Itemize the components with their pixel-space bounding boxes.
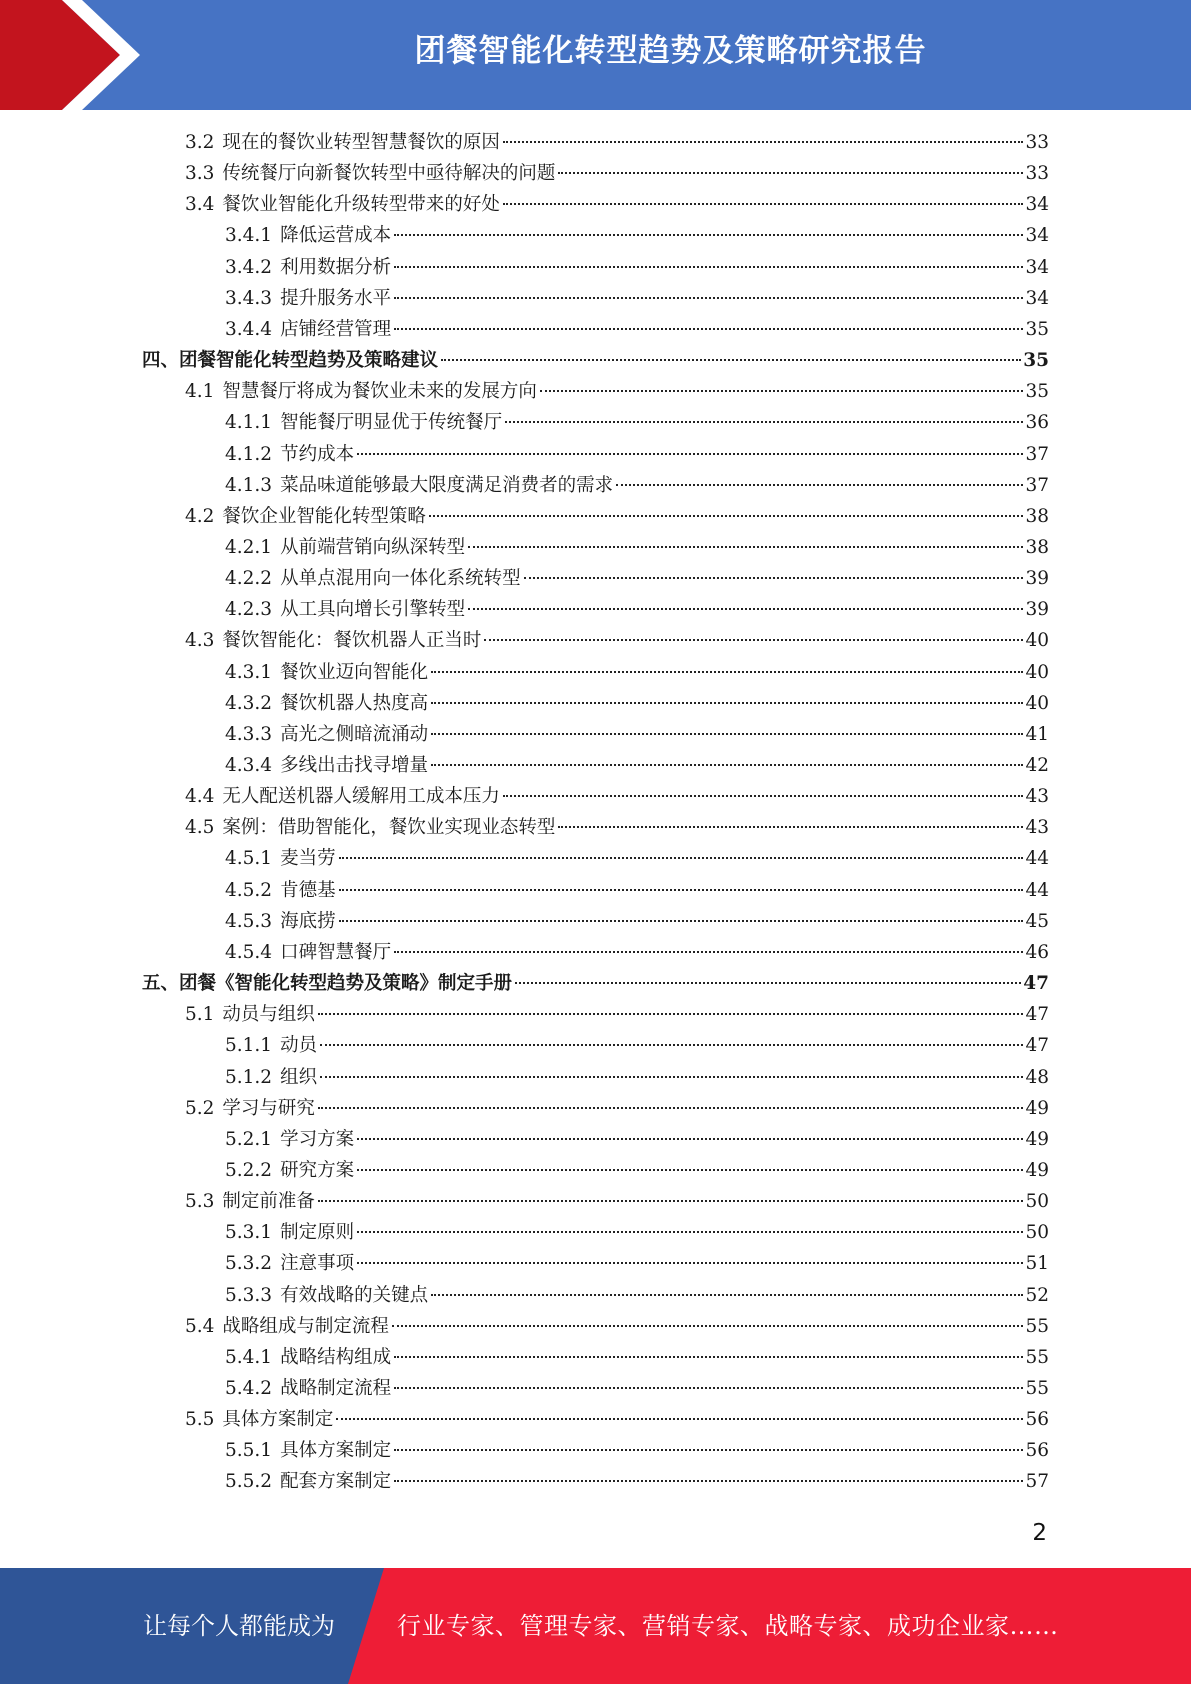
toc-entry-title: 组织 bbox=[280, 1066, 318, 1088]
toc-entry[interactable] bbox=[225, 532, 1049, 563]
toc-dot-leader bbox=[357, 1231, 1023, 1233]
toc-entry-title: 配套方案制定 bbox=[280, 1471, 392, 1493]
toc-entry-title: 智能餐厅明显优于传统餐厅 bbox=[280, 412, 503, 434]
footer-slogan: 让每个人都能成为 bbox=[143, 1612, 335, 1640]
toc-page-number: 50 bbox=[1025, 1191, 1049, 1213]
toc-entry[interactable] bbox=[225, 1062, 1049, 1093]
toc-entry-number: 5.5 bbox=[185, 1409, 215, 1431]
toc-entry[interactable] bbox=[185, 1186, 1049, 1217]
toc-dot-leader bbox=[441, 359, 1021, 361]
toc-page-number: 34 bbox=[1025, 194, 1049, 216]
toc-page-number: 35 bbox=[1025, 318, 1049, 340]
toc-entry-number: 4.3 bbox=[185, 630, 215, 652]
toc-dot-leader bbox=[357, 1169, 1023, 1171]
toc-entry-title: 战略结构组成 bbox=[280, 1346, 392, 1368]
toc-entry-title: 研究方案 bbox=[280, 1159, 355, 1181]
toc-entry-title: 五、团餐《智能化转型趋势及策略》制定手册 bbox=[142, 973, 513, 995]
toc-chapter-entry[interactable] bbox=[142, 345, 1049, 376]
toc-page-number: 35 bbox=[1025, 381, 1049, 403]
toc-entry-title: 从前端营销向纵深转型 bbox=[280, 536, 466, 558]
toc-entry[interactable] bbox=[225, 594, 1049, 625]
toc-entry-title: 无人配送机器人缓解用工成本压力 bbox=[222, 786, 500, 808]
toc-entry-number: 5.1.2 bbox=[225, 1066, 273, 1088]
toc-entry-title: 餐饮智能化：餐饮机器人正当时 bbox=[222, 630, 482, 652]
toc-entry[interactable] bbox=[225, 1466, 1049, 1497]
toc-entry-title: 学习方案 bbox=[280, 1128, 355, 1150]
toc-entry[interactable] bbox=[225, 439, 1049, 470]
toc-page-number: 34 bbox=[1025, 225, 1049, 247]
toc-entry-number: 4.2 bbox=[185, 505, 215, 527]
toc-dot-leader bbox=[503, 795, 1024, 797]
toc-entry-title: 动员 bbox=[280, 1035, 318, 1057]
toc-entry-number: 5.5.1 bbox=[225, 1440, 273, 1462]
document-title: 团餐智能化转型趋势及策略研究报告 bbox=[414, 33, 927, 69]
toc-entry[interactable] bbox=[225, 1124, 1049, 1155]
toc-dot-leader bbox=[357, 1262, 1023, 1264]
toc-entry-number: 5.1 bbox=[185, 1004, 215, 1026]
toc-dot-leader bbox=[540, 390, 1024, 392]
toc-entry-title: 具体方案制定 bbox=[280, 1440, 392, 1462]
toc-entry-title: 有效战略的关键点 bbox=[280, 1284, 429, 1306]
toc-entry[interactable] bbox=[185, 158, 1049, 189]
toc-entry[interactable] bbox=[185, 781, 1049, 812]
toc-page-number: 44 bbox=[1025, 848, 1049, 870]
toc-dot-leader bbox=[431, 733, 1023, 735]
toc-entry-title: 案例：借助智能化，餐饮业实现业态转型 bbox=[222, 817, 556, 839]
toc-page-number: 43 bbox=[1025, 817, 1049, 839]
toc-entry-title: 餐饮业智能化升级转型带来的好处 bbox=[222, 194, 500, 216]
toc-entry-number: 3.2 bbox=[185, 132, 215, 153]
toc-entry[interactable] bbox=[225, 1342, 1049, 1373]
toc-dot-leader bbox=[484, 639, 1023, 641]
toc-dot-leader bbox=[394, 328, 1023, 330]
toc-entry-title: 店铺经营管理 bbox=[280, 318, 392, 340]
toc-entry[interactable] bbox=[225, 1030, 1049, 1061]
toc-dot-leader bbox=[339, 920, 1024, 922]
toc-entry-number: 3.3 bbox=[185, 163, 215, 185]
toc-entry-title: 从工具向增长引擎转型 bbox=[280, 599, 466, 621]
toc-dot-leader bbox=[431, 702, 1023, 704]
toc-entry[interactable] bbox=[225, 220, 1049, 251]
toc-entry-number: 4.3.1 bbox=[225, 661, 273, 683]
toc-page-number: 34 bbox=[1025, 287, 1049, 309]
toc-page-number: 45 bbox=[1025, 910, 1049, 932]
toc-page-number: 38 bbox=[1025, 505, 1049, 527]
toc-entry-title: 节约成本 bbox=[280, 443, 355, 465]
toc-dot-leader bbox=[468, 546, 1023, 548]
toc-entry-number: 4.3.4 bbox=[225, 755, 273, 776]
toc-entry[interactable] bbox=[225, 1280, 1049, 1311]
toc-entry-number: 3.4.4 bbox=[225, 318, 273, 340]
toc-dot-leader bbox=[339, 857, 1024, 859]
toc-entry-title: 动员与组织 bbox=[222, 1004, 315, 1026]
toc-entry-number: 4.1.2 bbox=[225, 443, 273, 465]
toc-dot-leader bbox=[394, 234, 1023, 236]
toc-entry-number: 5.4.2 bbox=[225, 1378, 273, 1399]
toc-page-number: 49 bbox=[1025, 1097, 1049, 1119]
toc-entry[interactable] bbox=[225, 1155, 1049, 1186]
toc-page-number: 40 bbox=[1025, 661, 1049, 683]
toc-entry[interactable] bbox=[185, 812, 1049, 843]
toc-entry[interactable] bbox=[225, 657, 1049, 688]
toc-entry[interactable] bbox=[225, 875, 1049, 906]
toc-chapter-entry[interactable] bbox=[142, 968, 1049, 999]
toc-entry[interactable] bbox=[185, 376, 1049, 407]
toc-page-number: 38 bbox=[1025, 536, 1049, 558]
toc-entry[interactable] bbox=[225, 563, 1049, 594]
toc-entry-number: 4.1.1 bbox=[225, 412, 273, 434]
toc-entry-title: 菜品味道能够最大限度满足消费者的需求 bbox=[280, 474, 614, 496]
toc-entry-title: 麦当劳 bbox=[280, 848, 336, 870]
toc-dot-leader bbox=[503, 203, 1024, 205]
page-footer bbox=[0, 1568, 1191, 1684]
toc-page-number: 55 bbox=[1025, 1346, 1049, 1368]
toc-entry-title: 四、团餐智能化转型趋势及策略建议 bbox=[142, 350, 439, 372]
toc-entry[interactable] bbox=[225, 1248, 1049, 1279]
toc-entry-number: 5.3.2 bbox=[225, 1253, 273, 1275]
toc-entry[interactable] bbox=[185, 1404, 1049, 1435]
toc-page-number: 39 bbox=[1025, 599, 1049, 621]
toc-entry-number: 5.4 bbox=[185, 1315, 215, 1337]
toc-entry-title: 餐饮机器人热度高 bbox=[280, 692, 429, 714]
toc-entry[interactable] bbox=[225, 283, 1049, 314]
toc-page-number: 33 bbox=[1025, 163, 1049, 185]
toc-entry-number: 5.1.1 bbox=[225, 1035, 273, 1057]
toc-entry-number: 5.3 bbox=[185, 1191, 215, 1213]
toc-entry-number: 4.5.1 bbox=[225, 848, 273, 870]
toc-page-number: 39 bbox=[1025, 568, 1049, 590]
toc-entry-number: 4.5.4 bbox=[225, 941, 273, 963]
toc-dot-leader bbox=[394, 1449, 1023, 1451]
toc-dot-leader bbox=[468, 608, 1023, 610]
toc-dot-leader bbox=[431, 764, 1023, 766]
toc-page-number: 46 bbox=[1025, 941, 1049, 963]
toc-page-number: 57 bbox=[1025, 1471, 1049, 1493]
toc-entry-title: 具体方案制定 bbox=[222, 1409, 334, 1431]
toc-entry[interactable] bbox=[185, 1311, 1049, 1342]
toc-page-number: 33 bbox=[1025, 132, 1049, 153]
toc-entry-number: 5.4.1 bbox=[225, 1346, 273, 1368]
toc-page-number: 37 bbox=[1025, 474, 1049, 496]
footer-roles: 行业专家、管理专家、营销专家、战略专家、成功企业家…… bbox=[397, 1612, 1059, 1640]
toc-entry-title: 降低运营成本 bbox=[280, 225, 392, 247]
toc-page-number: 56 bbox=[1025, 1440, 1049, 1462]
toc-dot-leader bbox=[515, 982, 1021, 984]
toc-entry-number: 4.2.1 bbox=[225, 536, 273, 558]
toc-entry-title: 制定前准备 bbox=[222, 1191, 315, 1213]
toc-entry-number: 4.1.3 bbox=[225, 474, 273, 496]
toc-dot-leader bbox=[320, 1076, 1023, 1078]
toc-page-number: 56 bbox=[1025, 1409, 1049, 1431]
toc-dot-leader bbox=[392, 1325, 1024, 1327]
toc-entry-title: 提升服务水平 bbox=[280, 287, 392, 309]
toc-entry-number: 4.3.2 bbox=[225, 692, 273, 714]
toc-entry-title: 多线出击找寻增量 bbox=[280, 755, 429, 776]
toc-entry[interactable] bbox=[225, 314, 1049, 345]
toc-dot-leader bbox=[394, 1387, 1023, 1389]
toc-dot-leader bbox=[339, 889, 1024, 891]
toc-entry-title: 现在的餐饮业转型智慧餐饮的原因 bbox=[222, 132, 500, 153]
toc-entry-number: 5.3.3 bbox=[225, 1284, 273, 1306]
toc-entry-title: 战略组成与制定流程 bbox=[222, 1315, 389, 1337]
toc-dot-leader bbox=[394, 1480, 1023, 1482]
toc-dot-leader bbox=[431, 1294, 1023, 1296]
toc-dot-leader bbox=[394, 1356, 1023, 1358]
toc-page-number: 42 bbox=[1025, 755, 1049, 776]
toc-entry-number: 3.4.3 bbox=[225, 287, 273, 309]
toc-page-number: 49 bbox=[1025, 1159, 1049, 1181]
toc-entry[interactable] bbox=[225, 906, 1049, 937]
toc-entry-number: 5.5.2 bbox=[225, 1471, 273, 1493]
toc-entry[interactable] bbox=[185, 501, 1049, 532]
toc-dot-leader bbox=[318, 1107, 1024, 1109]
toc-page-number: 47 bbox=[1025, 1035, 1049, 1057]
toc-entry-title: 制定原则 bbox=[280, 1222, 355, 1244]
toc-entry-title: 利用数据分析 bbox=[280, 256, 392, 278]
toc-dot-leader bbox=[524, 577, 1024, 579]
toc-dot-leader bbox=[394, 297, 1023, 299]
toc-entry-number: 3.4 bbox=[185, 194, 215, 216]
toc-dot-leader bbox=[558, 826, 1023, 828]
toc-entry-title: 口碑智慧餐厅 bbox=[280, 941, 392, 963]
toc-dot-leader bbox=[318, 1013, 1024, 1015]
toc-entry-title: 传统餐厅向新餐饮转型中亟待解决的问题 bbox=[222, 163, 556, 185]
toc-entry-number: 4.5.2 bbox=[225, 879, 273, 901]
toc-dot-leader bbox=[505, 421, 1023, 423]
toc-page-number: 48 bbox=[1025, 1066, 1049, 1088]
toc-entry-title: 高光之侧暗流涌动 bbox=[280, 723, 429, 745]
toc-entry-number: 4.5 bbox=[185, 817, 215, 839]
toc-page-number: 47 bbox=[1025, 1004, 1049, 1026]
toc-page-number: 41 bbox=[1025, 723, 1049, 745]
toc-dot-leader bbox=[503, 141, 1024, 143]
toc-entry-title: 餐饮企业智能化转型策略 bbox=[222, 505, 426, 527]
toc-page-number: 51 bbox=[1025, 1253, 1049, 1275]
toc-entry-number: 4.1 bbox=[185, 381, 215, 403]
toc-page-number: 40 bbox=[1025, 630, 1049, 652]
toc-entry[interactable] bbox=[225, 1435, 1049, 1466]
toc-entry[interactable] bbox=[185, 1093, 1049, 1124]
toc-entry-number: 3.4.2 bbox=[225, 256, 273, 278]
toc-entry[interactable] bbox=[225, 470, 1049, 501]
toc-entry-title: 学习与研究 bbox=[222, 1097, 315, 1119]
toc-dot-leader bbox=[431, 671, 1023, 673]
page-header bbox=[0, 0, 1191, 110]
toc-entry-number: 4.3.3 bbox=[225, 723, 273, 745]
toc-dot-leader bbox=[394, 266, 1023, 268]
toc-dot-leader bbox=[336, 1418, 1023, 1420]
toc-page-number: 37 bbox=[1025, 443, 1049, 465]
toc-page-number: 50 bbox=[1025, 1222, 1049, 1244]
toc-entry-number: 3.4.1 bbox=[225, 225, 273, 247]
toc-entry-title: 从单点混用向一体化系统转型 bbox=[280, 568, 521, 590]
toc-entry-title: 注意事项 bbox=[280, 1253, 355, 1275]
toc-dot-leader bbox=[318, 1200, 1024, 1202]
toc-entry-title: 海底捞 bbox=[280, 910, 336, 932]
toc-entry[interactable] bbox=[225, 750, 1049, 781]
page-number: 2 bbox=[1032, 1520, 1047, 1546]
toc-page-number: 55 bbox=[1025, 1315, 1049, 1337]
toc-entry[interactable] bbox=[185, 625, 1049, 656]
toc-entry-number: 4.4 bbox=[185, 786, 215, 808]
toc-page-number: 35 bbox=[1023, 350, 1049, 372]
toc-dot-leader bbox=[357, 1138, 1023, 1140]
toc-entry[interactable] bbox=[185, 189, 1049, 220]
toc-entry-title: 战略制定流程 bbox=[280, 1378, 392, 1399]
toc-page-number: 36 bbox=[1025, 412, 1049, 434]
toc-entry[interactable] bbox=[185, 999, 1049, 1030]
toc-dot-leader bbox=[558, 172, 1023, 174]
toc-entry-title: 餐饮业迈向智能化 bbox=[280, 661, 429, 683]
toc-entry[interactable] bbox=[225, 407, 1049, 438]
toc-page-number: 47 bbox=[1023, 973, 1049, 995]
toc-entry-title: 智慧餐厅将成为餐饮业未来的发展方向 bbox=[222, 381, 537, 403]
toc-dot-leader bbox=[357, 453, 1023, 455]
toc-page-number: 44 bbox=[1025, 879, 1049, 901]
toc-page-number: 52 bbox=[1025, 1284, 1049, 1306]
toc-entry[interactable] bbox=[225, 688, 1049, 719]
toc-entry[interactable] bbox=[225, 1217, 1049, 1248]
header-chevron-graphic bbox=[0, 0, 160, 110]
toc-page-number: 43 bbox=[1025, 786, 1049, 808]
toc-dot-leader bbox=[394, 951, 1023, 953]
toc-page-number: 34 bbox=[1025, 256, 1049, 278]
toc-entry[interactable] bbox=[185, 127, 1049, 158]
toc-entry[interactable] bbox=[225, 843, 1049, 874]
toc-page-number: 40 bbox=[1025, 692, 1049, 714]
toc-entry-number: 4.2.2 bbox=[225, 568, 273, 590]
toc-entry-number: 5.2.2 bbox=[225, 1159, 273, 1181]
toc-entry-number: 4.5.3 bbox=[225, 910, 273, 932]
toc-entry[interactable] bbox=[225, 1373, 1049, 1404]
toc-entry-number: 5.2 bbox=[185, 1097, 215, 1119]
toc-entry-title: 肯德基 bbox=[280, 879, 336, 901]
toc-page-number: 55 bbox=[1025, 1378, 1049, 1399]
toc-entry[interactable] bbox=[225, 937, 1049, 968]
toc-entry[interactable] bbox=[225, 719, 1049, 750]
toc-page-number: 49 bbox=[1025, 1128, 1049, 1150]
toc-entry[interactable] bbox=[225, 252, 1049, 283]
toc-entry-number: 5.3.1 bbox=[225, 1222, 273, 1244]
toc-dot-leader bbox=[429, 515, 1024, 517]
toc-entry-number: 4.2.3 bbox=[225, 599, 273, 621]
toc-dot-leader bbox=[320, 1044, 1023, 1046]
toc-dot-leader bbox=[616, 484, 1023, 486]
toc-entry-number: 5.2.1 bbox=[225, 1128, 273, 1150]
